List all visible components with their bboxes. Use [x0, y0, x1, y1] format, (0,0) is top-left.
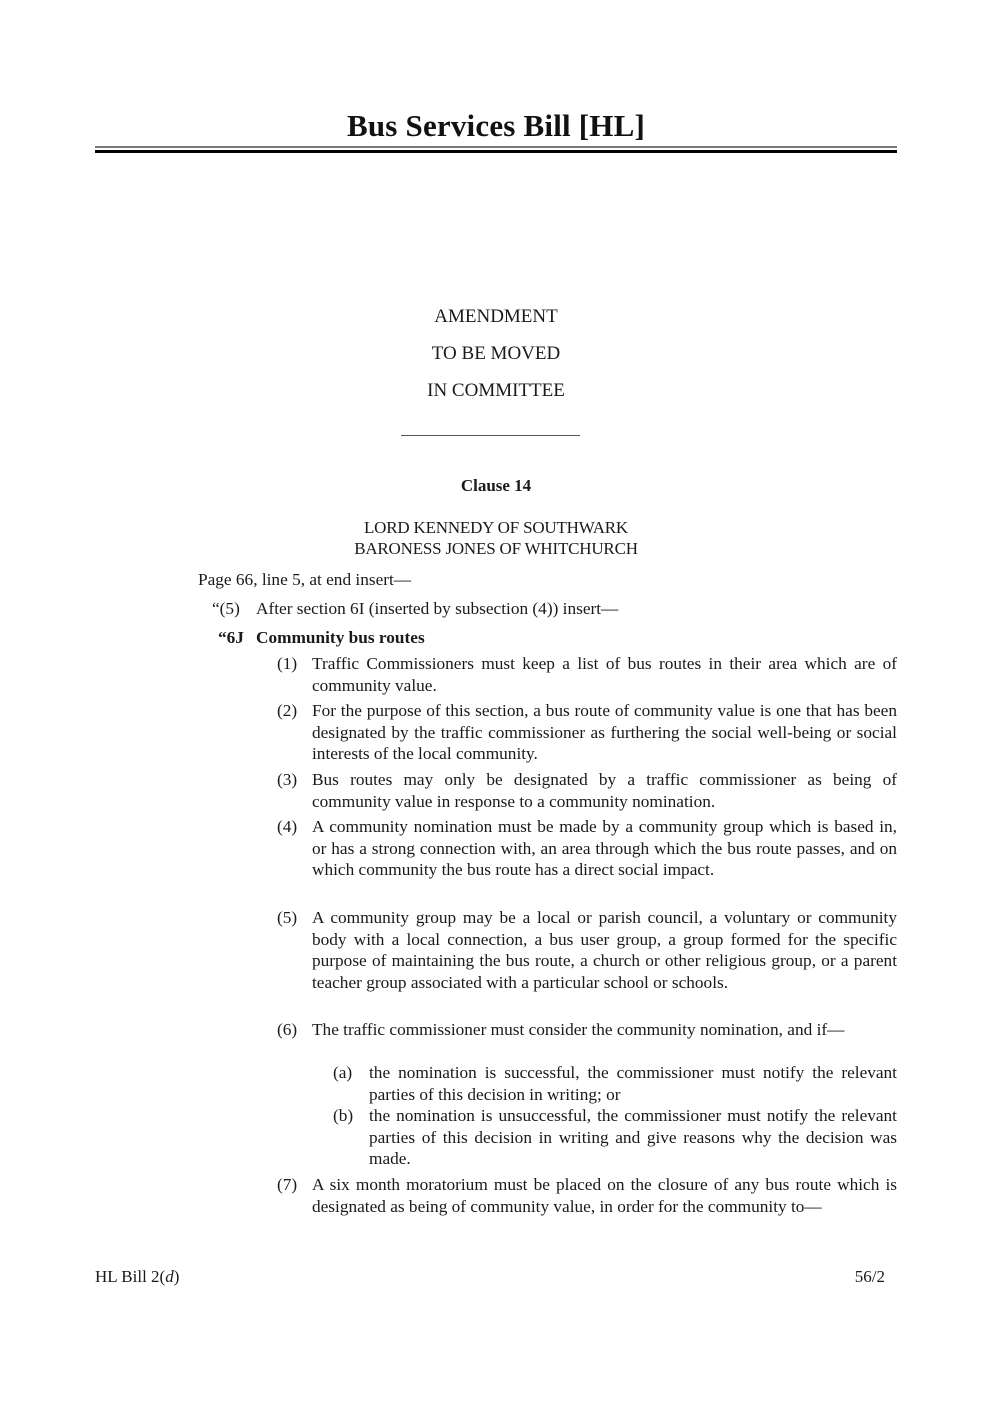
subsection-number: “(5): [212, 599, 240, 618]
provision-text: A community group may be a local or parish council, a voluntary or community body with a local connection, a bus user group, a group formed for the specific purpose of maintaining the bus route, a church or other religious group, or a parent teacher group associated with a particular school or schools.: [312, 908, 897, 992]
provision-text: A community nomination must be made by a community group which is based in, or has a strong connection with, an area through which the bus route passes, and on which community the bus route has a direct social impact.: [312, 817, 897, 879]
provision-text: Bus routes may only be designated by a traffic commissioner as being of community value in response to a community nomination.: [312, 770, 897, 811]
title-rule-thin: [95, 146, 897, 148]
page-reference: 56/2: [854, 1267, 885, 1286]
bill-ref-prefix: HL Bill 2(: [95, 1267, 166, 1286]
provision-6: [277, 1019, 897, 1041]
provision-number: (1): [277, 654, 298, 673]
provision-text: A six month moratorium must be placed on the closure of any bus route which is designated as being of community value, in order for the community to—: [312, 1175, 897, 1216]
section-title: Community bus routes: [256, 628, 425, 647]
sponsor-1: LORD KENNEDY OF SOUTHWARK: [363, 518, 628, 537]
provision-number: (7): [277, 1175, 298, 1194]
subprovision-text: the nomination is unsuccessful, the commissioner must notify the relevant parties of this decision in writing and give reasons why the decision was made.: [369, 1106, 897, 1168]
subprovision-letter: (a): [333, 1063, 353, 1082]
provision-number: (2): [277, 701, 298, 720]
provision-number: (4): [277, 817, 298, 836]
provision-number: (6): [277, 1020, 298, 1039]
provision-3: [277, 769, 897, 812]
amendment-instruction: Page 66, line 5, at end insert—: [198, 570, 412, 589]
section-divider: [401, 435, 580, 436]
provision-1: [277, 653, 897, 696]
amendment-heading-line-3: IN COMMITTEE: [427, 380, 565, 401]
amendment-heading-line-2: TO BE MOVED: [431, 343, 561, 364]
section-number: “6J: [218, 628, 244, 647]
provision-7: [277, 1174, 897, 1217]
provision-2: [277, 700, 897, 765]
clause-heading: Clause 14: [460, 476, 532, 495]
bill-reference: [95, 1266, 179, 1288]
provision-5: [277, 907, 897, 993]
sponsor-2: BARONESS JONES OF WHITCHURCH: [354, 539, 638, 558]
provision-text: The traffic commissioner must consider the community nomination, and if—: [312, 1020, 845, 1039]
amendment-heading-line-1: AMENDMENT: [434, 306, 558, 327]
bill-ref-italic: d: [165, 1267, 174, 1286]
subprovision-letter: (b): [333, 1106, 354, 1125]
provision-6a: [333, 1062, 897, 1105]
provision-number: (5): [277, 908, 298, 927]
bill-title: Bus Services Bill [HL]: [346, 108, 646, 143]
subsection-text: After section 6I (inserted by subsection (4)) insert—: [256, 599, 619, 618]
title-rule-thick: [95, 150, 897, 153]
provision-text: Traffic Commissioners must keep a list of bus routes in their area which are of community value.: [312, 654, 897, 695]
provision-6b: [333, 1105, 897, 1170]
subprovision-text: the nomination is successful, the commissioner must notify the relevant parties of this decision in writing; or: [369, 1063, 897, 1104]
provision-number: (3): [277, 770, 298, 789]
bill-ref-suffix: ): [173, 1267, 180, 1286]
provision-4: [277, 816, 897, 881]
provision-text: For the purpose of this section, a bus route of community value is one that has been designated by the traffic commissioner as furthering the social well-being or social interests of the local community.: [312, 701, 897, 763]
